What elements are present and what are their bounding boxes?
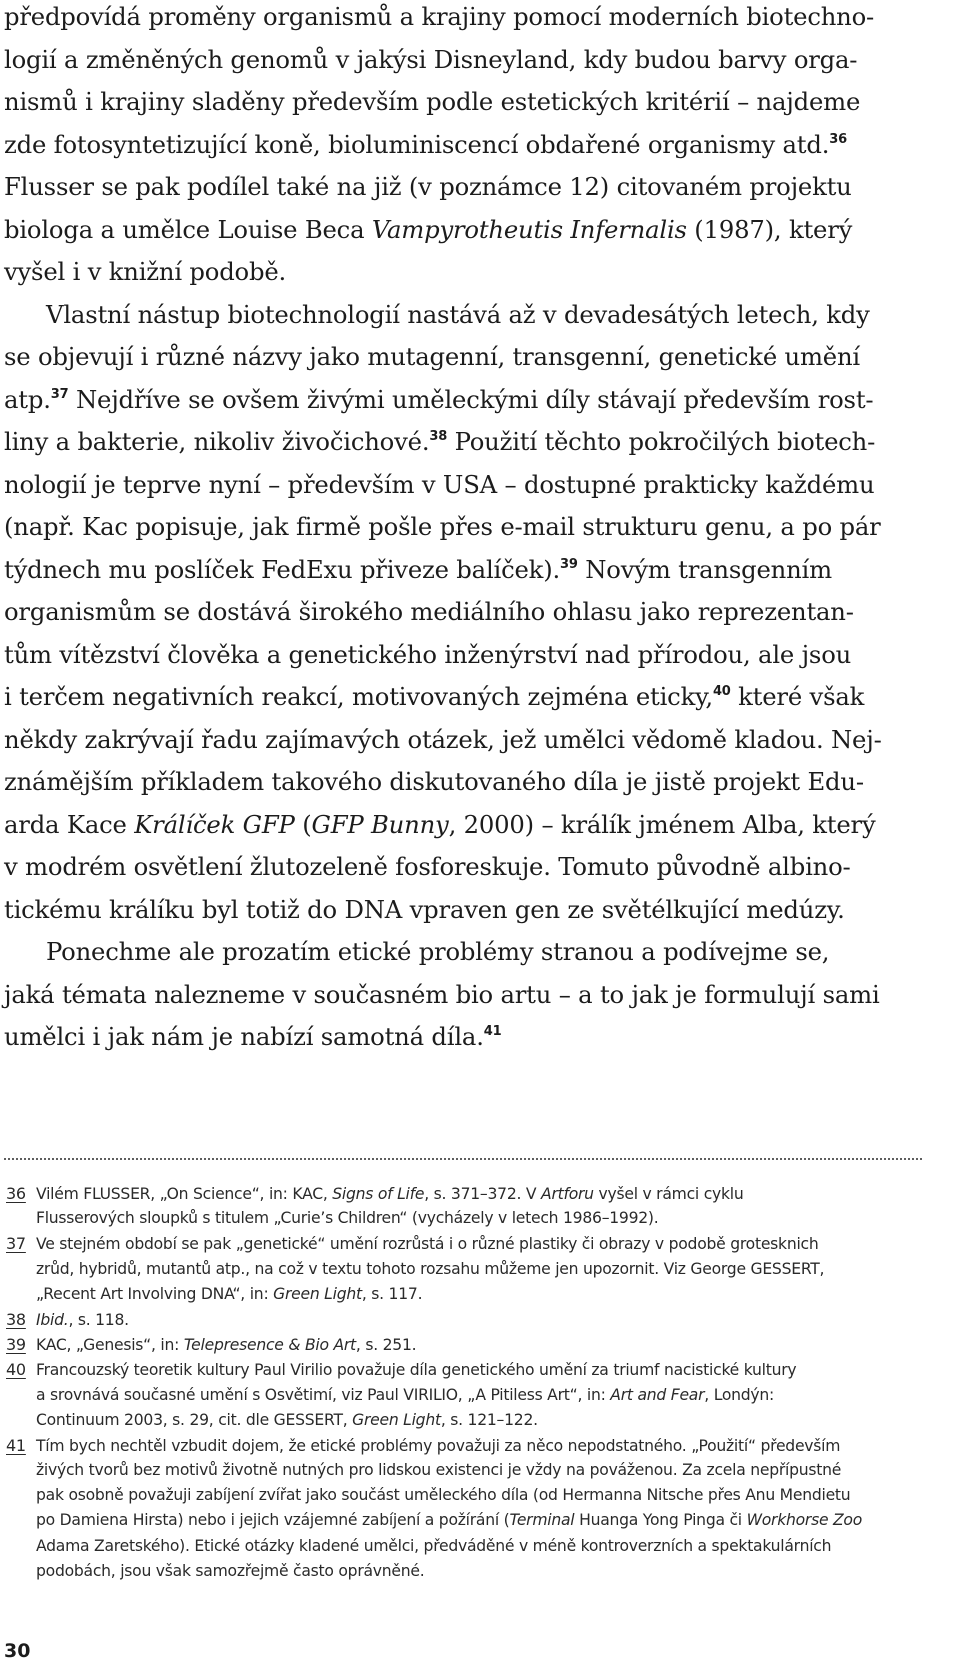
footnote-ref: 37 bbox=[50, 386, 69, 402]
text-line: umělci i jak nám je nabízí samotná díla.$^{41}$ bbox=[4, 1022, 502, 1051]
footnote-39: 39 KAC, „Genesis“, in: Telepresence & Bio Art, s. 251. bbox=[6, 1332, 924, 1357]
footnote-ref: 40 bbox=[712, 684, 731, 699]
footnote-38: 38 Ibid., s. 118. bbox=[6, 1307, 924, 1332]
footnote-line: podobách, jsou však samozřejmě často oprávněné. bbox=[36, 1561, 425, 1580]
footnote-line: po Damiena Hirsta) nebo i jejich vzájemné zabíjení a požírání (Terminal Huanga Yong Pinga či Workhorse Zoo bbox=[36, 1511, 863, 1530]
footnote-ref: 39 bbox=[560, 556, 578, 572]
text-line: vyšel i v knižní podobě. bbox=[4, 257, 287, 286]
work-title: Vampyrotheutis Infernalis bbox=[371, 214, 687, 244]
footnote-ref: 41 bbox=[483, 1024, 502, 1039]
footnote-line: „Recent Art Involving DNA“, in: Green Light, s. 117. bbox=[36, 1284, 423, 1303]
footnote-36: 36 Vilém FLUSSER, „On Science“, in: KAC, Signs of Life, s. 371–372. V Artforu vyšel v rámci cyklu bbox=[6, 1181, 924, 1206]
footnote-number: 36 bbox=[6, 1184, 26, 1203]
text-line: v modrém osvětlení žlutozeleně fosforeskuje. Tomuto původně albino- bbox=[4, 852, 851, 881]
footnote-ref: 38 bbox=[429, 429, 448, 444]
text-line: známějším příkladem takového diskutovaného díla je jistě projekt Edu- bbox=[4, 767, 864, 796]
text-line: biologa a umělce Louise Beca Vampyrotheutis Infernalis (1987), který bbox=[4, 214, 853, 244]
footnote-number: 40 bbox=[6, 1360, 26, 1380]
text-line: arda Kace Králíček GFP (GFP Bunny, 2000) – králík jménem Alba, který bbox=[4, 809, 876, 839]
text-line: Vlastní nástup biotechnologií nastává až v devadesátých letech, kdy bbox=[46, 299, 870, 329]
text-line: nologií je teprve nyní – především v USA – dostupné prakticky každému bbox=[4, 469, 875, 499]
footnote-number: 41 bbox=[6, 1435, 26, 1455]
footnote-divider bbox=[4, 1158, 922, 1160]
page-number: 30 bbox=[4, 1640, 31, 1662]
footnote-ref: 36 bbox=[829, 131, 847, 147]
text-line: i terčem negativních reakcí, motivovaných zejména eticky,$^{40}$ které však bbox=[4, 682, 865, 711]
text-line: týdnech mu poslíček FedExu přiveze balíček).$^{39}$ Novým transgenním bbox=[4, 554, 832, 584]
text-line: organismům se dostává širokého mediálního ohlasu jako reprezentan- bbox=[4, 597, 854, 626]
text-line: atp.$^{37}$ Nejdříve se ovšem živými uměleckými díly stávají především rost- bbox=[4, 384, 874, 414]
text-line: tickému králíku byl totiž do DNA vpraven gen ze světélkující medúzy. bbox=[4, 894, 845, 924]
text-line: logií a změněných genomů v jakýsi Disneyland, kdy budou barvy orga- bbox=[4, 44, 858, 74]
text-line: předpovídá proměny organismů a krajiny pomocí moderních biotechno- bbox=[4, 2, 875, 31]
footnote-number: 39 bbox=[6, 1335, 26, 1355]
text-line: tům vítězství člověka a genetického inženýrství nad přírodou, ale jsou bbox=[4, 639, 852, 669]
footnote-line: a srovnává současné umění s Osvětimí, viz Paul VIRILIO, „A Pitiless Art“, in: Art and Fear, Londýn: bbox=[36, 1385, 775, 1404]
work-title: GFP Bunny bbox=[311, 809, 449, 839]
text-line: nismů i krajiny sladěny především podle estetických kritérií – najdeme bbox=[4, 87, 861, 116]
main-text bbox=[4, 0, 929, 1059]
footnote-line: živých tvorů bez motivů životně nutných pro lidskou existenci je vždy na pováženou. Za zcela nepřípustné bbox=[36, 1461, 842, 1480]
footnote-41: 41 Tím bych nechtěl vzbudit dojem, že etické problémy považuji za něco nepodstatného. „Použití“ především bbox=[6, 1433, 924, 1458]
footnote-line: Adama Zaretského). Etické otázky kladené umělci, předváděné v méně kontroverzních a spektakulárních bbox=[36, 1536, 832, 1555]
text-line: (např. Kac popisuje, jak firmě pošle přes e-mail strukturu genu, a po pár bbox=[4, 512, 881, 541]
footnotes bbox=[6, 1181, 924, 1584]
footnote-line: Continuum 2003, s. 29, cit. dle GESSERT, Green Light, s. 121–122. bbox=[36, 1410, 538, 1429]
text-line: někdy zakrývají řadu zajímavých otázek, jež umělci vědomě kladou. Nej- bbox=[4, 724, 882, 754]
footnote-40: 40 Francouzský teoretik kultury Paul Virilio považuje díla genetického umění za triumf nacistické kultury bbox=[6, 1357, 924, 1382]
text-line: liny a bakterie, nikoliv živočichové.$^{38}$ Použití těchto pokročilých biotech- bbox=[4, 427, 876, 456]
text-line: se objevují i různé názvy jako mutagenní, transgenní, genetické umění bbox=[4, 342, 861, 371]
footnote-37: 37 Ve stejném období se pak „genetické“ umění rozrůstá i o různé plastiky či obrazy v podobě grotesknich bbox=[6, 1231, 924, 1256]
text-line: Flusser se pak podílel také na již (v poznámce 12) citovaném projektu bbox=[4, 172, 852, 201]
footnote-number: 38 bbox=[6, 1309, 26, 1329]
text-line: zde fotosyntetizující koně, bioluminiscencí obdařené organismy atd.$^{36}$ bbox=[4, 129, 847, 159]
footnote-line: zrůd, hybridů, mutantů atp., na což v textu tohoto rozsahu můžeme jen upozornit. Viz George GESSERT, bbox=[36, 1259, 825, 1278]
text-line: Ponechme ale prozatím etické problémy stranou a podívejme se, bbox=[46, 937, 830, 966]
work-title: Králíček GFP bbox=[134, 809, 295, 839]
text-line: jaká témata nalezneme v současném bio artu – a to jak je formulují sami bbox=[4, 979, 880, 1009]
footnote-number: 37 bbox=[6, 1234, 26, 1254]
footnote-line: Flusserových sloupků s titulem „Curie’s Children“ (vycházely v letech 1986–1992). bbox=[36, 1209, 659, 1228]
footnote-line: pak osobně považuji zabíjení zvířat jako součást uměleckého díla (od Hermanna Nitsche přes Anu Mendietu bbox=[36, 1486, 851, 1505]
